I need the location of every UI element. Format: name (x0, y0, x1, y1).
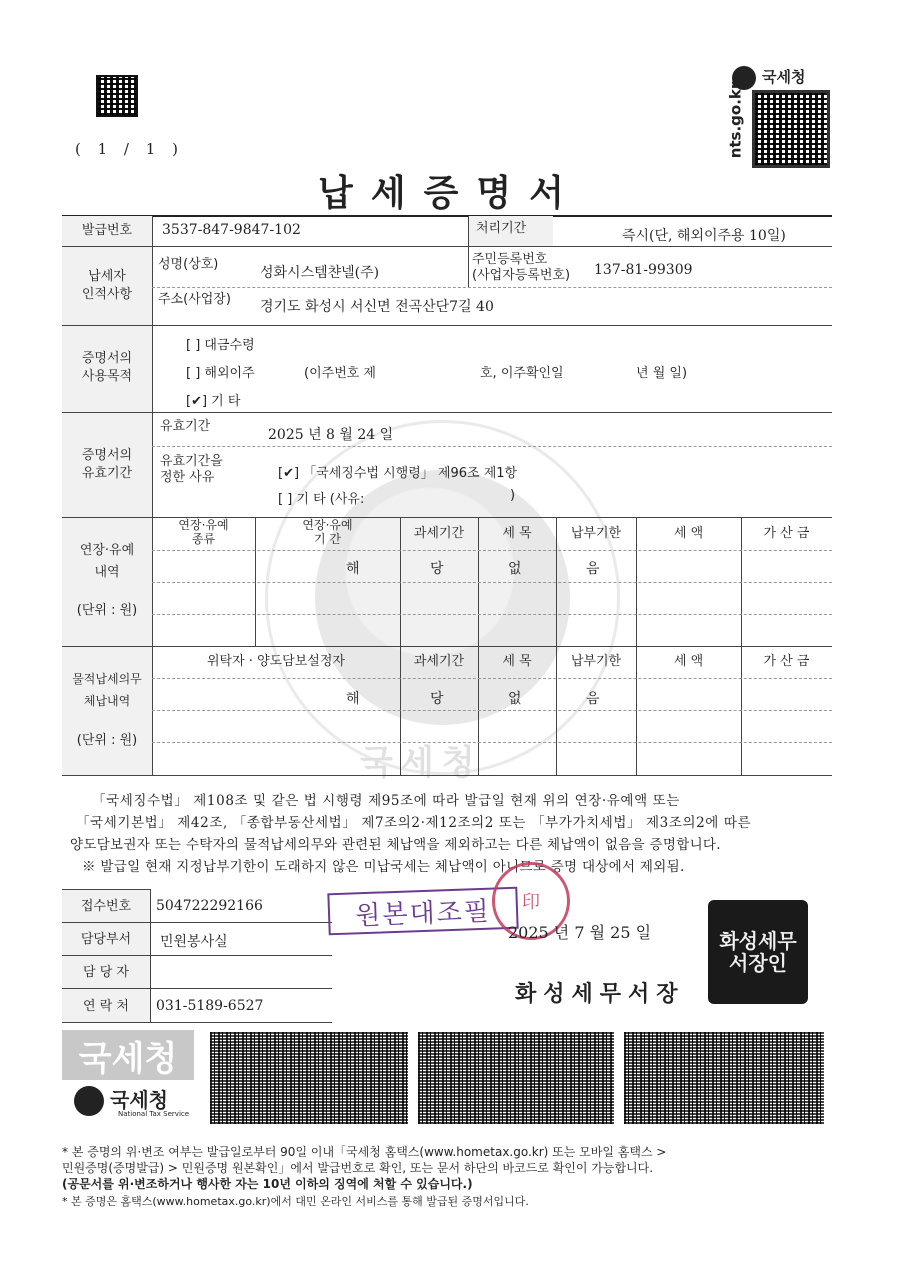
material-header-surcharge: 가 산 금 (763, 654, 810, 669)
arrears-section-label: 연장·유예 내역 (79, 543, 135, 580)
material-header-tax-period: 과세기간 (413, 654, 465, 669)
nts-logo-name: 국세청 (110, 1088, 168, 1112)
emigration-date-label: 호, 이주확인일 (480, 366, 564, 381)
arrears-none-char: 음 (586, 561, 600, 577)
barcode-2[interactable] (418, 1032, 614, 1124)
verification-seal-icon: 印 (492, 862, 570, 940)
tax-office-name: 화성세무서장 (515, 982, 685, 1007)
material-none-char: 당 (430, 691, 444, 707)
material-none-char: 없 (508, 691, 522, 707)
emigration-date-value: 년 월 일) (636, 366, 688, 381)
notice-line: 양도담보권자 또는 수탁자의 물적납세의무와 관련된 체납액을 제외하고는 다른 체납액이 없음을 증명합니다. (70, 837, 721, 853)
phone-value: 031-5189-6527 (156, 998, 264, 1014)
watermark-emblem-icon (315, 470, 570, 725)
document-title: 납세증명서 (318, 173, 582, 214)
arrears-header-due-date: 납부기한 (570, 526, 622, 541)
notice-line: 「국세기본법」 제42조, 「종합부동산세법」 제7조의2·제12조의2 또는 「부가가치세법」 제3조의2에 따른 (76, 815, 752, 831)
footer-note: * 본 증명은 홈택스(www.hometax.go.kr)에서 대민 온라인 서비스를 통해 발급된 증명서입니다. (62, 1195, 529, 1208)
regno-label: 주민등록번호 (사업자등록번호) (472, 252, 571, 283)
dept-value: 민원봉사실 (160, 934, 228, 950)
arrears-header-surcharge: 가 산 금 (763, 526, 810, 541)
arrears-header-tax-item: 세 목 (502, 526, 532, 541)
material-header-tax-item: 세 목 (502, 654, 532, 669)
barcode-1[interactable] (210, 1032, 408, 1124)
validity-period-value: 2025 년 8 월 24 일 (268, 427, 394, 443)
issue-no-value: 3537-847-9847-102 (162, 222, 301, 238)
validity-reason-other[interactable]: [ ] 기 타 (사유: (278, 492, 365, 507)
notice-line: 「국세징수법」 제108조 및 같은 법 시행령 제95조에 따라 발급일 현재 위의 연장·유예액 또는 (92, 793, 680, 809)
processing-period-value: 즉시(단, 해외이주용 10일) (622, 228, 786, 244)
site-vertical-label: nts.go.kr (726, 81, 744, 159)
validity-reason-statute[interactable]: [✔] 「국세징수법 시행령」 제96조 제1항 (278, 466, 518, 481)
arrears-unit: (단위 : 원) (76, 603, 138, 618)
footer-warning: (공문서를 위·변조하거나 행사한 자는 10년 이하의 징역에 처할 수 있습니다.) (62, 1177, 473, 1191)
validity-reason-label: 유효기간을 정한 사유 (160, 454, 223, 485)
material-header-trustor: 위탁자 · 양도담보설정자 (207, 654, 345, 669)
issue-date: 2025 년 7 월 25 일 (508, 923, 652, 942)
material-header-due-date: 납부기한 (570, 654, 622, 669)
original-verified-stamp: 원본대조필 (327, 887, 518, 936)
receipt-label: 접수번호 (80, 899, 132, 914)
regno-value: 137-81-99309 (594, 262, 693, 278)
material-section-label: 물적납세의무 체납내역 (72, 672, 142, 708)
page-indicator: ( 1 / 1 ) (75, 140, 184, 158)
purpose-option-emigration[interactable]: [ ] 해외이주 (186, 366, 255, 381)
footer-note: 민원증명(증명발급) > 민원증명 원본확인」에서 발급번호로 확인, 또는 문서 하단의 바코드로 확인이 가능합니다. (62, 1161, 654, 1175)
dept-label: 담당부서 (80, 932, 132, 947)
purpose-option-other[interactable]: [✔] 기 타 (186, 394, 241, 409)
processing-period-label: 처리기간 (476, 221, 527, 236)
validity-reason-close: ) (510, 488, 516, 503)
material-header-amount: 세 액 (673, 654, 704, 669)
arrears-none-char: 없 (508, 561, 522, 577)
validity-period-label: 유효기간 (160, 419, 211, 434)
notice-line: ※ 발급일 현재 지정납부기한이 도래하지 않은 미납국세는 체납액이 아니므로 증명 대상에서 제외됨. (82, 859, 685, 875)
person-label: 담 당 자 (83, 965, 129, 980)
taxpayer-section-label: 납세자 인적사항 (81, 269, 133, 302)
footer-note: * 본 증명의 위·변조 여부는 발급일로부터 90일 이내「국세청 홈택스(www.hometax.go.kr) 또는 모바일 홈택스 > (62, 1145, 667, 1159)
agency-name: 국세청 (762, 68, 806, 86)
address-label: 주소(사업장) (158, 292, 231, 307)
arrears-none-char: 해 (346, 561, 360, 577)
material-none-char: 해 (346, 691, 360, 707)
phone-label: 연 락 처 (83, 999, 129, 1014)
receipt-value: 504722292166 (156, 898, 263, 914)
arrears-header-amount: 세 액 (673, 526, 704, 541)
barcode-3[interactable] (624, 1032, 824, 1124)
arrears-none-char: 당 (430, 561, 444, 577)
purpose-option-payment[interactable]: [ ] 대금수령 (186, 338, 255, 353)
qr-code-small[interactable] (96, 75, 138, 117)
issue-no-label: 발급번호 (81, 223, 133, 238)
emigration-number-label: (이주번호 제 (304, 366, 376, 381)
nts-logo-banner: 국세청 (62, 1030, 194, 1080)
arrears-header-type: 연장·유예 종류 (178, 518, 229, 546)
arrears-header-term: 연장·유예 기 간 (302, 518, 353, 546)
material-none-char: 음 (586, 691, 600, 707)
official-seal: 화성세무서장인 (708, 900, 808, 1004)
nts-emblem-icon (74, 1086, 104, 1116)
name-value: 성화시스템챤넬(주) (260, 265, 380, 281)
purpose-section-label: 증명서의 사용목적 (81, 351, 133, 384)
material-unit: (단위 : 원) (76, 733, 138, 748)
validity-section-label: 증명서의 유효기간 (81, 448, 133, 481)
qr-code-large[interactable] (752, 90, 830, 168)
watermark-text: 국세청 (360, 743, 483, 783)
arrears-header-tax-period: 과세기간 (413, 526, 465, 541)
address-value: 경기도 화성시 서신면 전곡산단7길 40 (260, 299, 494, 315)
name-label: 성명(상호) (158, 257, 219, 272)
nts-logo-english: National Tax Service (118, 1110, 190, 1118)
